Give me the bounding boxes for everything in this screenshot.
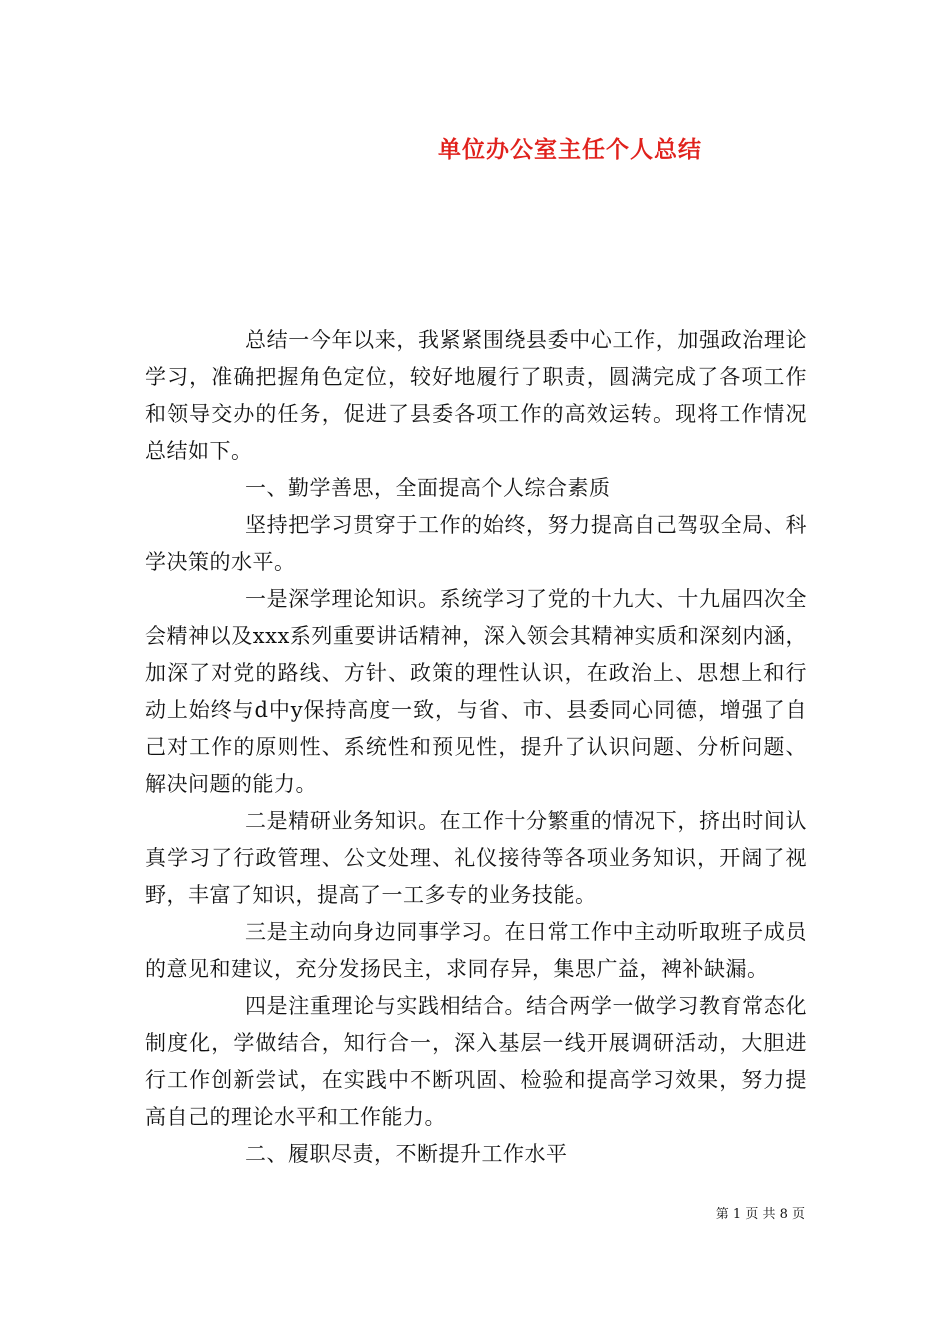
paragraph-practice: 四是注重理论与实践相结合。结合两学一做学习教育常态化制度化，学做结合，知行合一，深入基层一线开展调研活动，大胆进行工作创新尝试，在实践中不断巩固、检验和提高学习效果，努力提高自己的理论水平和工作能力。 bbox=[145, 994, 807, 1129]
paragraph-colleagues: 三是主动向身边同事学习。在日常工作中主动听取班子成员的意见和建议，充分发扬民主，求同存异，集思广益，裨补缺漏。 bbox=[145, 920, 807, 981]
document-body bbox=[145, 322, 807, 1173]
page-number: 第 1 页 共 8 页 bbox=[715, 1207, 805, 1222]
section-heading-1: 一、勤学善思，全面提高个人综合素质 bbox=[245, 476, 611, 500]
section-heading-2: 二、履职尽责，不断提升工作水平 bbox=[245, 1142, 568, 1166]
paragraph-intro: 总结一今年以来，我紧紧围绕县委中心工作，加强政治理论学习，准确把握角色定位，较好地履行了职责，圆满完成了各项工作和领导交办的任务，促进了县委各项工作的高效运转。现将工作情况总结如下。 bbox=[145, 328, 807, 463]
document-title: 单位办公室主任个人总结 bbox=[438, 136, 702, 163]
paragraph-business: 二是精研业务知识。在工作十分繁重的情况下，挤出时间认真学习了行政管理、公文处理、礼仪接待等各项业务知识，开阔了视野，丰富了知识，提高了一工多专的业务技能。 bbox=[145, 809, 807, 907]
paragraph-study-overview: 坚持把学习贯穿于工作的始终，努力提高自己驾驭全局、科学决策的水平。 bbox=[145, 513, 807, 574]
paragraph-theory: 一是深学理论知识。系统学习了党的十九大、十九届四次全会精神以及xxx系列重要讲话精神，深入领会其精神实质和深刻内涵，加深了对党的路线、方针、政策的理性认识，在政治上、思想上和行动上始终与d中y保持高度一致，与省、市、县委同心同德，增强了自己对工作的原则性、系统性和预见性，提升了认识问题、分析问题、解决问题的能力。 bbox=[145, 587, 807, 796]
